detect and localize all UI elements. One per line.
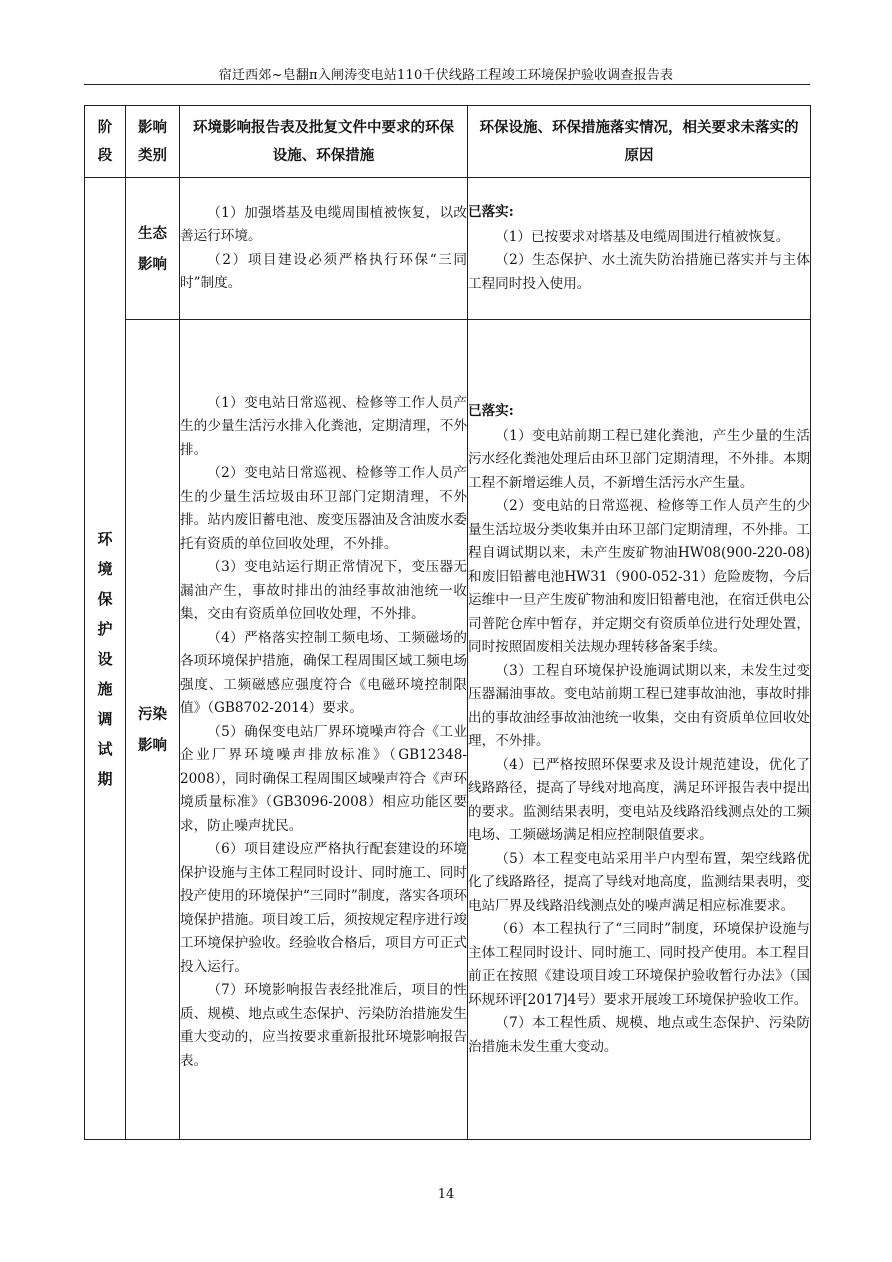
requirement-item: （3）变电站运行期正常情况下，变压器无漏油产生，事故时排出的油经事故油池统一收集，交由有资质单位回收处理，不外排。 [180,559,467,623]
running-header: 宿迁西郊~皂翻π入闸涛变电站110千伏线路工程竣工环境保护验收调查报告表 [218,68,674,83]
stage-cell [85,178,126,1140]
table-header-row [85,106,811,178]
implementation-item: （2）变电站的日常巡视、检修等工作人员产生的少量生活垃圾分类收集并由环卫部门定期清理，不外排。工程自调试期以来，未产生废矿物油HW08(900-220-08)和废旧铅蓄电池HW31（900-052-31）危险废物，今后运维中一旦产生废矿物油和废旧铅蓄电池，在宿迁供电公司普陀仓库中暂存，并定期交有资质单位进行处理处置，同时按照固废相关法规办理转移备案手续。 [468,498,810,655]
ecological-implementation [468,178,811,320]
page-number: 14 [437,1187,455,1202]
header-implementation: 环保设施、环保措施落实情况，相关要求未落实的原因 [468,106,811,178]
pollution-requirements [180,320,468,1140]
header-requirements: 环境影响报告表及批复文件中要求的环保设施、环保措施 [180,106,468,178]
implementation-item: （4）已严格按照环保要求及设计规范建设，优化了线路路径，提高了导线对地高度，满足环评报告表中提出的要求。监测结果表明，变电站及线路沿线测点处的工频电场、工频磁场满足相应控制限值要求。 [468,756,810,843]
requirement-item: （1）变电站日常巡视、检修等工作人员产生的少量生活污水排入化粪池，定期清理，不外排。 [180,394,467,458]
pollution-implementation [468,320,811,1140]
requirement-item: （6）项目建设应严格执行配套建设的环境保护设施与主体工程同时设计、同时施工、同时投产使用的环境保护“三同时”制度，落实各项环境保护措施。项目竣工后，须按规定程序进行竣工环境保护验收。经验收合格后，项目方可正式投入运行。 [180,841,467,975]
requirement-item: （5）确保变电站厂界环境噪声符合《工业企业厂界环境噪声排放标准》（GB12348-2008），同时确保工程周围区域噪声符合《声环境质量标准》（GB3096-2008）相应功能区要求，防止噪声扰民。 [180,723,467,834]
category-ecological: 生态影响 [126,178,180,320]
category-pollution: 污染影响 [126,320,180,1140]
requirement-item: （4）严格落实控制工频电场、工频磁场的各项环境保护措施，确保工程周围区域工频电场强度、工频磁感应强度符合《电磁环境控制限值》（GB8702-2014）要求。 [180,629,467,717]
implementation-item: （1）变电站前期工程已建化粪池，产生少量的生活污水经化粪池处理后由环卫部门定期清理，不外排。本期工程不新增运维人员，不新增生活污水产生量。 [468,427,810,491]
requirement-item: （2）项目建设必须严格执行环保“三同时”制度。 [180,251,467,291]
measures-table [84,105,811,1140]
implementation-item: （7）本工程性质、规模、地点或生态保护、污染防治措施未发生重大变动。 [468,1015,810,1055]
implementation-item: （5）本工程变电站采用半户内型布置，架空线路优化了线路路径，提高了导线对地高度，监测结果表明，变电站厂界及线路沿线测点处的噪声满足相应标准要求。 [468,850,810,914]
requirement-item: （7）环境影响报告表经批准后，项目的性质、规模、地点或生态保护、污染防治措施发生重大变动的，应当按要求重新报批环境影响报告表。 [180,982,467,1069]
status-label: 已落实: [468,403,514,419]
implementation-item: （2）生态保护、水土流失防治措施已落实并与主体工程同时投入使用。 [468,252,810,292]
header-stage: 阶段 [85,106,126,178]
implementation-item: （3）工程自环境保护设施调试期以来，未发生过变压器漏油事故。变电站前期工程已建事故油池，事故时排出的事故油经事故油池统一收集，交由有资质单位回收处理，不外排。 [468,662,810,749]
implementation-item: （1）已按要求对塔基及电缆周围进行植被恢复。 [495,228,790,245]
stage-label: 环境保护设施调试期 [97,529,113,788]
ecological-requirements [180,178,468,320]
requirement-item: （1）加强塔基及电缆周围植被恢复，以改善运行环境。 [180,204,467,244]
header-rule [84,84,810,85]
status-label: 已落实: [468,204,514,220]
table-row-pollution [85,320,811,1140]
implementation-item: （6）本工程执行了“三同时”制度，环境保护设施与主体工程同时设计、同时施工、同时投产使用。本工程目前正在按照《建设项目竣工环境保护验收暂行办法》（国环规环评[2017]4号）要求开展竣工环境保护验收工作。 [468,921,810,1008]
table-row-ecological [85,178,811,320]
requirement-item: （2）变电站日常巡视、检修等工作人员产生的少量生活垃圾由环卫部门定期清理，不外排。站内废旧蓄电池、废变压器油及含油废水委托有资质的单位回收处理，不外排。 [180,465,467,552]
header-category: 影响类别 [126,106,180,178]
